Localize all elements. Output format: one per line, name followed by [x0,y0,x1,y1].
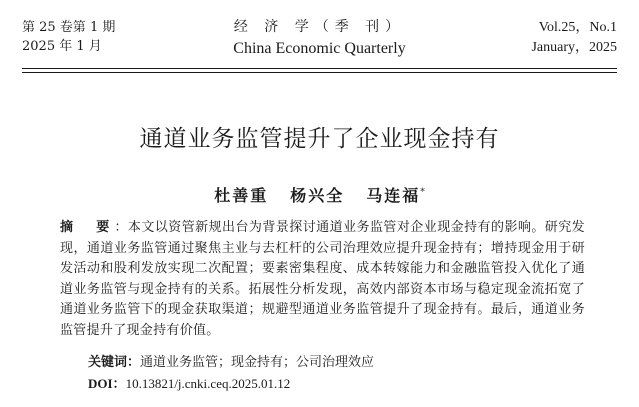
issue-info-en [531,18,617,58]
abstract-label: 摘 要 [60,220,115,235]
doi-label: DOI： [88,376,126,391]
keywords-label: 关键词： [88,355,141,370]
abstract [60,218,585,341]
journal-name-en: China Economic Quarterly [233,40,406,57]
author-footnote-mark: * [420,187,425,198]
keywords-text: 通道业务监管；现金持有；公司治理效应 [140,355,375,370]
abstract-text: ：本文以资管新规出台为背景探讨通道业务监管对企业现金持有的影响。研究发现，通道业务监管通过聚焦主业与去杠杆的公司治理效应提升现金持有；增持现金用于研发活动和股利发放实现二次配置；要素密集程度、成本转嫁能力和金融监管投入优化了通道业务监管与现金持有的关系。拓展性分析发现，高效内部资本市场与稳定现金流拓宽了通道业务监管下的现金获取渠道；规避型通道业务监管提升了现金持有。最后，通道业务监管提升了现金持有价值。 [60,220,585,338]
author-name: 杨兴全 [290,186,345,205]
header-rule-thick [22,68,617,69]
doi [88,373,290,392]
header-rule-thin [22,72,617,73]
volume-issue-en: Vol.25，No.1 [538,20,617,35]
journal-name-cn: 经 济 学（季 刊） [233,19,406,35]
article-title: 通道业务监管提升了企业现金持有 [139,126,500,152]
doi-text: 10.13821/j.cnki.ceq.2025.01.12 [125,376,291,391]
volume-issue-cn: 第 25 卷第 1 期 [22,20,116,35]
author-name: 马连福 [366,186,421,205]
page-header [0,0,639,70]
keywords [88,351,374,370]
author-list [0,183,639,206]
author-name: 杜善重 [214,186,269,205]
date-en: January，2025 [531,40,617,55]
date-cn: 2025 年 1 月 [22,39,102,54]
